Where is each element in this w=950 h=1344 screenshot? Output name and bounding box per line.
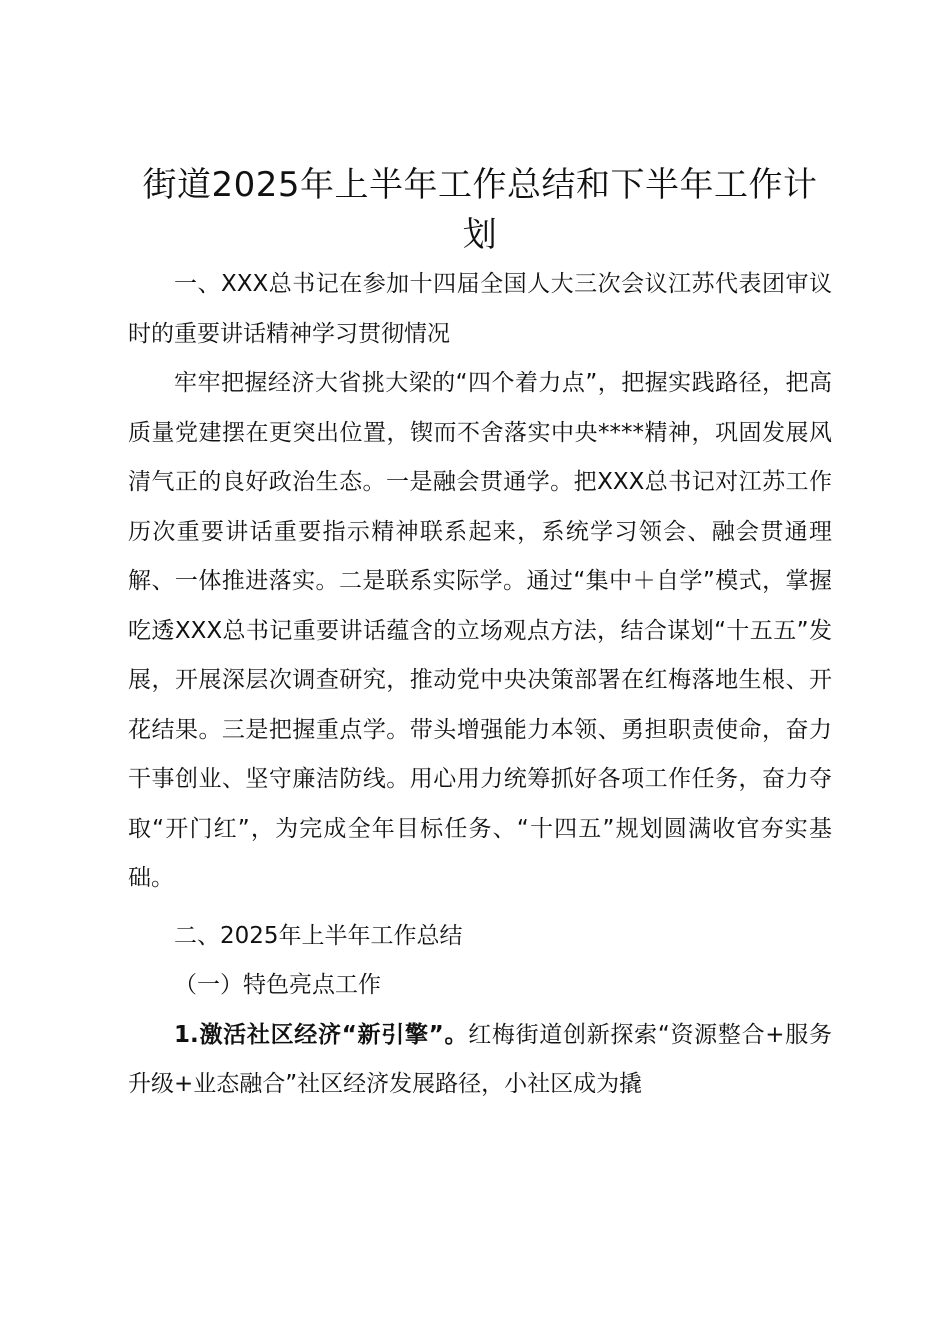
document-title: 街道2025年上半年工作总结和下半年工作计划	[142, 165, 818, 255]
item1-body: 红梅街道创新探索“资源整合+服务升级+业态融合”社区经济发展路径，小社区成为撬	[128, 1021, 832, 1097]
section2-heading: 二、2025年上半年工作总结	[174, 922, 463, 949]
item1-paragraph	[128, 1011, 832, 1110]
document-content	[128, 160, 832, 1110]
section1-body: 牢牢把握经济大省挑大梁的“四个着力点”，把握实践路径，把高质量党建摆在更突出位置，锲而不舍落实中央****精神，巩固发展风清气正的良好政治生态。一是融会贯通学。把XXX总书记对江苏工作历次重要讲话重要指示精神联系起来，系统学习领会、融会贯通理解、一体推进落实。二是联系实际学。通过“集中＋自学”模式，掌握吃透XXX总书记重要讲话蕴含的立场观点方法，结合谋划“十五五”发展，开展深层次调查研究，推动党中央决策部署在红梅落地生根、开花结果。三是把握重点学。带头增强能力本领、勇担职责使命，奋力干事创业、坚守廉洁防线。用心用力统筹抓好各项工作任务，奋力夺取“开门红”，为完成全年目标任务、“十四五”规划圆满收官夯实基础。	[128, 370, 832, 891]
section1-heading: 一、XXX总书记在参加十四届全国人大三次会议江苏代表团审议时的重要讲话精神学习贯彻情况	[128, 271, 832, 347]
item1-lead: 1.激活社区经济“新引擎”。	[174, 1021, 469, 1048]
section2-subheading: （一）特色亮点工作	[174, 972, 381, 998]
